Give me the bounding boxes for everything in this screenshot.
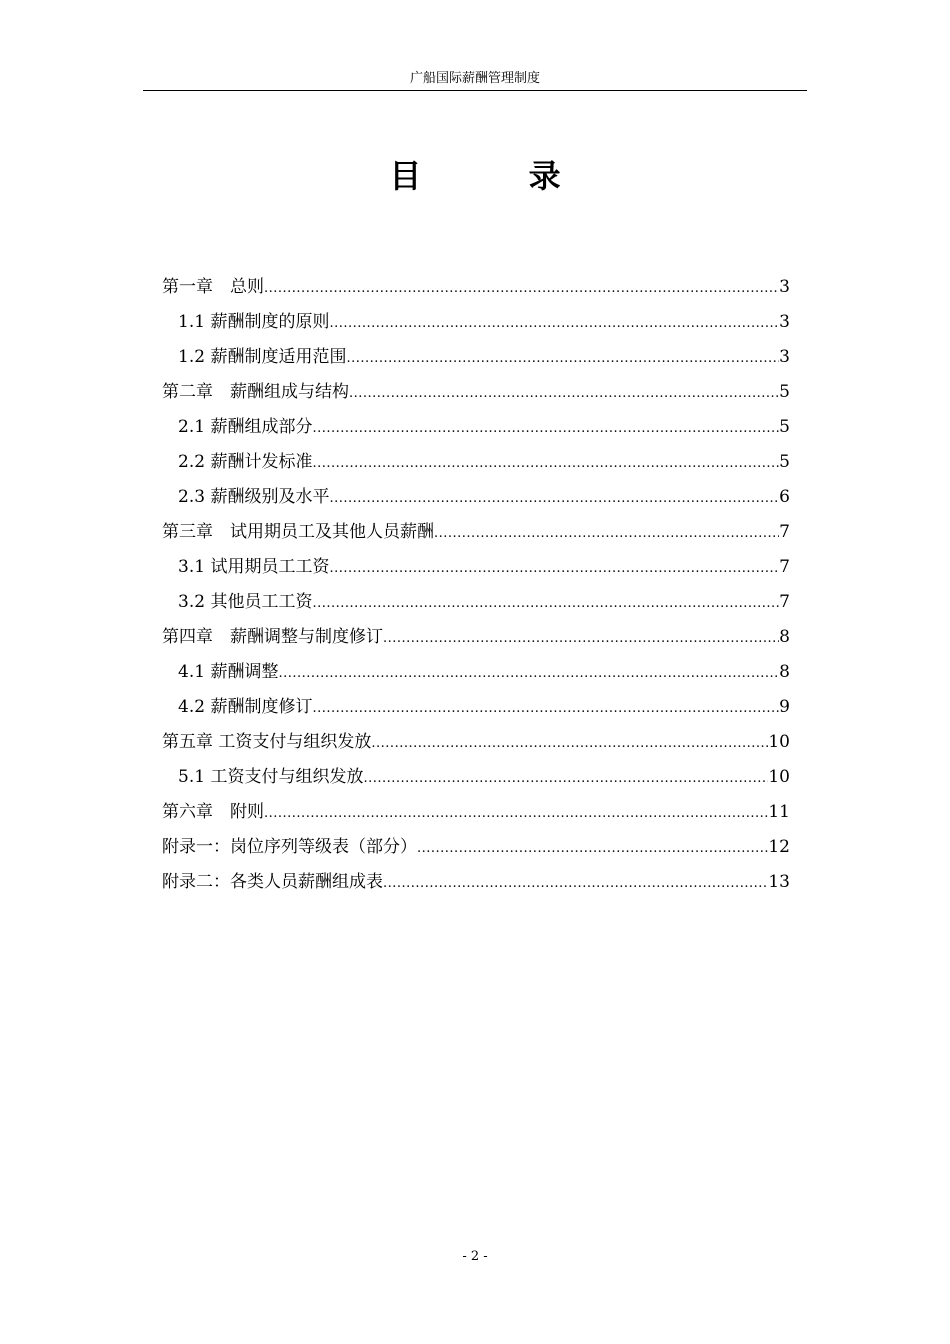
table-of-contents — [162, 270, 790, 900]
toc-entry-page: 3 — [779, 312, 790, 332]
toc-entry-label: 2.3 薪酬级别及水平 — [178, 487, 330, 507]
toc-leader-dots — [329, 306, 779, 341]
toc-entry-page: 8 — [779, 627, 790, 647]
toc-entry-label: 2.1 薪酬组成部分 — [178, 417, 313, 437]
toc-entry-label: 1.1 薪酬制度的原则 — [178, 312, 330, 332]
toc-entry-label: 第一章 总则 — [162, 277, 264, 297]
toc-entry-label: 附录一：岗位序列等级表（部分） — [162, 837, 417, 857]
toc-entry-page: 5 — [779, 452, 790, 472]
page-title: 目 录 — [389, 157, 609, 195]
toc-entry-page: 7 — [779, 557, 790, 577]
page-number: - 2 - — [462, 1249, 488, 1264]
toc-entry-section-2-3[interactable] — [162, 480, 790, 515]
page-header — [143, 70, 807, 91]
toc-entry-label: 2.2 薪酬计发标准 — [178, 452, 313, 472]
toc-leader-dots — [329, 481, 779, 516]
toc-entry-label: 第四章 薪酬调整与制度修订 — [162, 627, 383, 647]
toc-entry-label: 第五章 工资支付与组织发放 — [162, 732, 372, 752]
toc-leader-dots — [346, 341, 779, 376]
toc-entry-label: 附录二：各类人员薪酬组成表 — [162, 872, 383, 892]
toc-entry-section-1-2[interactable] — [162, 340, 790, 375]
toc-entry-label: 4.2 薪酬制度修订 — [178, 697, 313, 717]
toc-entry-section-1-1[interactable] — [162, 305, 790, 340]
toc-leader-dots — [371, 726, 768, 761]
toc-entry-section-3-1[interactable] — [162, 550, 790, 585]
toc-leader-dots — [329, 551, 779, 586]
toc-entry-page: 5 — [779, 382, 790, 402]
header-title: 广船国际薪酬管理制度 — [409, 71, 540, 86]
toc-leader-dots — [264, 271, 779, 306]
toc-leader-dots — [264, 796, 768, 831]
toc-leader-dots — [312, 446, 779, 481]
toc-entry-label: 5.1 工资支付与组织发放 — [178, 767, 364, 787]
toc-entry-page: 13 — [768, 872, 790, 892]
toc-entry-page: 10 — [768, 767, 790, 787]
toc-leader-dots — [383, 866, 768, 901]
toc-leader-dots — [312, 691, 779, 726]
toc-leader-dots — [383, 621, 779, 656]
toc-entry-chapter-1[interactable] — [162, 270, 790, 305]
toc-leader-dots — [349, 376, 779, 411]
toc-entry-page: 3 — [779, 347, 790, 367]
toc-entry-page: 6 — [779, 487, 790, 507]
toc-entry-section-4-2[interactable] — [162, 690, 790, 725]
toc-entry-page: 7 — [779, 522, 790, 542]
toc-entry-page: 12 — [768, 837, 790, 857]
toc-entry-section-2-1[interactable] — [162, 410, 790, 445]
toc-entry-chapter-6[interactable] — [162, 795, 790, 830]
toc-entry-page: 8 — [779, 662, 790, 682]
toc-entry-page: 9 — [779, 697, 790, 717]
toc-entry-chapter-2[interactable] — [162, 375, 790, 410]
page-footer — [0, 1248, 950, 1266]
toc-leader-dots — [312, 411, 779, 446]
toc-entry-appendix-2[interactable] — [162, 865, 790, 900]
toc-entry-section-3-2[interactable] — [162, 585, 790, 620]
toc-entry-label: 第三章 试用期员工及其他人员薪酬 — [162, 522, 434, 542]
toc-entry-label: 第二章 薪酬组成与结构 — [162, 382, 349, 402]
toc-entry-section-2-2[interactable] — [162, 445, 790, 480]
toc-entry-page: 10 — [768, 732, 790, 752]
toc-entry-chapter-3[interactable] — [162, 515, 790, 550]
toc-entry-chapter-5[interactable] — [162, 725, 790, 760]
toc-leader-dots — [363, 761, 768, 796]
toc-leader-dots — [278, 656, 779, 691]
toc-leader-dots — [312, 586, 779, 621]
toc-leader-dots — [417, 831, 768, 866]
toc-entry-label: 3.2 其他员工工资 — [178, 592, 313, 612]
toc-entry-page: 11 — [768, 802, 790, 822]
toc-entry-section-5-1[interactable] — [162, 760, 790, 795]
toc-leader-dots — [434, 516, 779, 551]
toc-entry-page: 7 — [779, 592, 790, 612]
toc-entry-page: 3 — [779, 277, 790, 297]
toc-entry-label: 4.1 薪酬调整 — [178, 662, 279, 682]
toc-entry-appendix-1[interactable] — [162, 830, 790, 865]
toc-entry-label: 第六章 附则 — [162, 802, 264, 822]
toc-entry-page: 5 — [779, 417, 790, 437]
toc-entry-label: 1.2 薪酬制度适用范围 — [178, 347, 347, 367]
toc-entry-section-4-1[interactable] — [162, 655, 790, 690]
toc-entry-chapter-4[interactable] — [162, 620, 790, 655]
toc-entry-label: 3.1 试用期员工工资 — [178, 557, 330, 577]
